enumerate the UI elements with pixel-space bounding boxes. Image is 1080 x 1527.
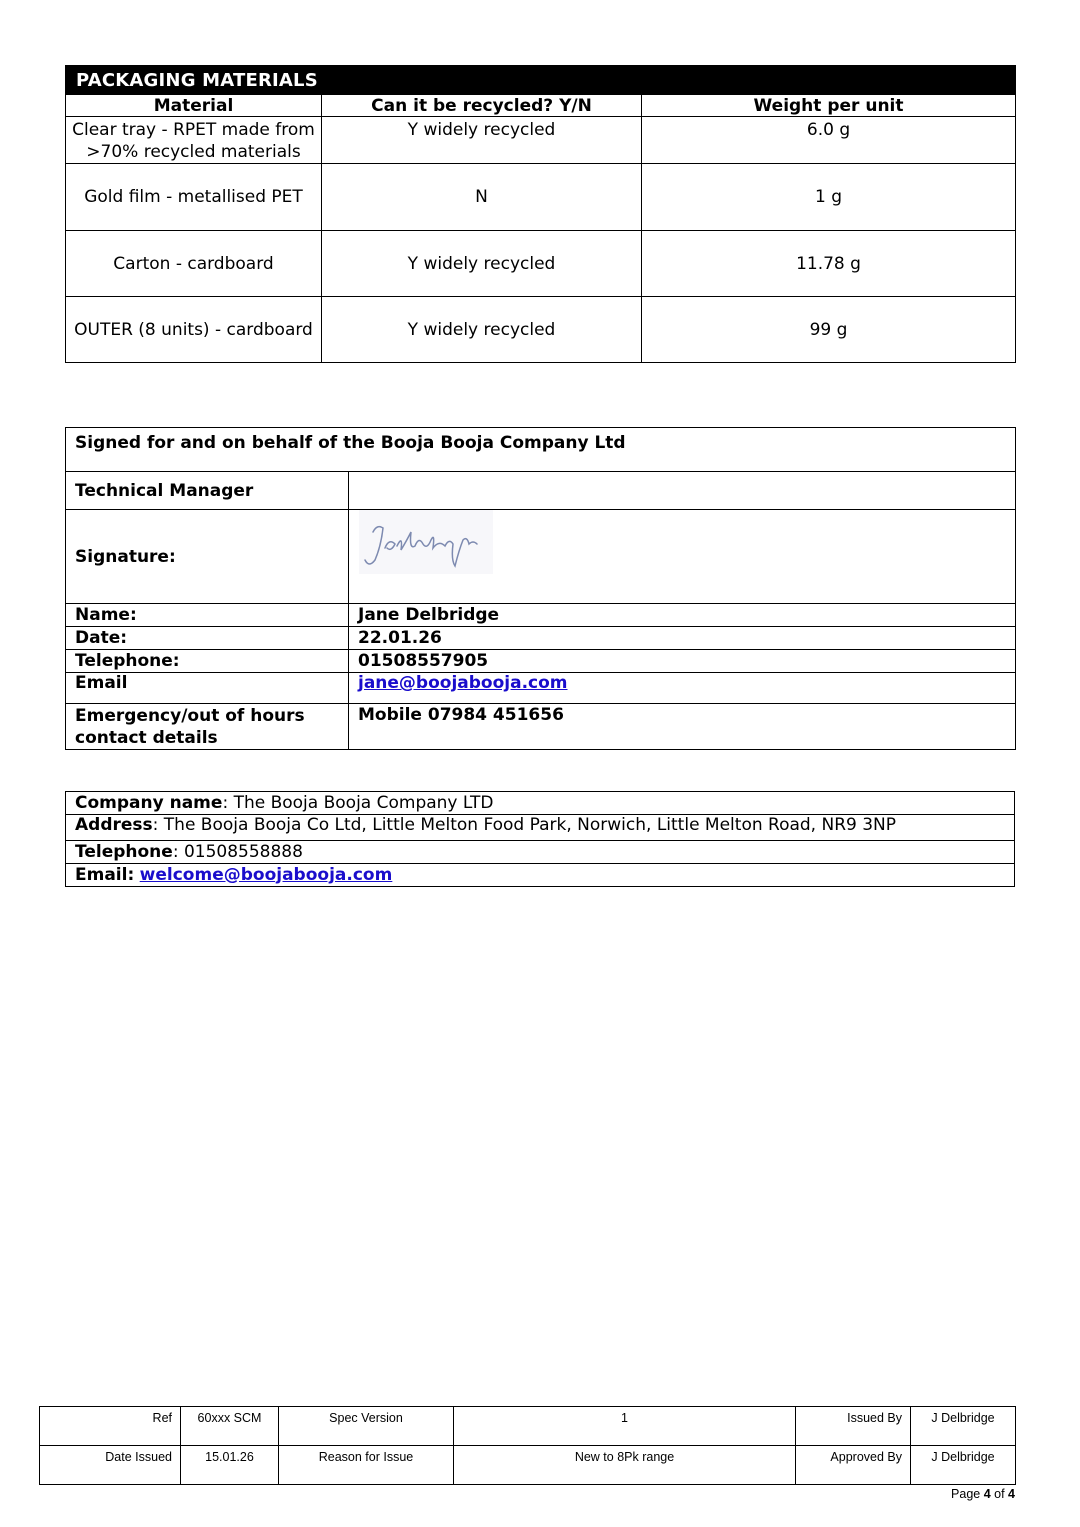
company-telephone-label: Telephone (75, 841, 173, 862)
telephone-label: Telephone: (66, 650, 349, 673)
recyclable-cell: N (322, 164, 642, 231)
table-row (66, 297, 1016, 363)
spec-version-label: Spec Version (279, 1407, 454, 1446)
document-control-footer (39, 1406, 1016, 1485)
role-label: Technical Manager (66, 472, 349, 510)
header-weight: Weight per unit (642, 95, 1016, 117)
material-line-2: >70% recycled materials (86, 142, 301, 162)
signoff-table (65, 427, 1016, 750)
weight-cell: 6.0 g (642, 117, 1016, 164)
email-label: Email (66, 673, 349, 704)
spec-version-value: 1 (454, 1407, 796, 1446)
signature-label: Signature: (66, 510, 349, 604)
recyclable-cell: Y widely recycled (322, 117, 642, 164)
email-link[interactable]: jane@boojabooja.com (358, 673, 568, 693)
signature-cell (349, 510, 1016, 604)
header-material: Material (66, 95, 322, 117)
company-name-value: : The Booja Booja Company LTD (222, 792, 494, 813)
packaging-title: PACKAGING MATERIALS (66, 66, 1016, 95)
recyclable-cell: Y widely recycled (322, 231, 642, 297)
date-value: 22.01.26 (349, 627, 1016, 650)
date-issued-value: 15.01.26 (181, 1446, 279, 1485)
emergency-label-line-1: Emergency/out of hours (75, 706, 305, 726)
company-details-table (65, 791, 1015, 887)
company-email-row (66, 864, 1015, 887)
material-cell: Carton - cardboard (66, 231, 322, 297)
emergency-value: Mobile 07984 451656 (349, 704, 1016, 750)
address-row (66, 815, 1015, 841)
material-cell (66, 117, 322, 164)
page-prefix: Page (951, 1487, 984, 1501)
ref-label: Ref (40, 1407, 181, 1446)
recyclable-cell: Y widely recycled (322, 297, 642, 363)
role-value (349, 472, 1016, 510)
packaging-materials-table (65, 65, 1016, 363)
date-issued-label: Date Issued (40, 1446, 181, 1485)
company-name-row (66, 792, 1015, 815)
page-number (951, 1487, 1015, 1501)
header-recyclable: Can it be recycled? Y/N (322, 95, 642, 117)
table-row (66, 164, 1016, 231)
table-row (66, 117, 1016, 164)
weight-cell: 1 g (642, 164, 1016, 231)
company-telephone-row (66, 841, 1015, 864)
email-cell (349, 673, 1016, 704)
name-value: Jane Delbridge (349, 604, 1016, 627)
name-label: Name: (66, 604, 349, 627)
address-value: : The Booja Booja Co Ltd, Little Melton Food Park, Norwich, Little Melton Road, NR9 3NP (152, 815, 897, 835)
ref-value: 60xxx SCM (181, 1407, 279, 1446)
material-cell: OUTER (8 units) - cardboard (66, 297, 322, 363)
reason-value: New to 8Pk range (454, 1446, 796, 1485)
page-total: 4 (1008, 1487, 1015, 1501)
approved-by-value: J Delbridge (911, 1446, 1016, 1485)
signoff-heading: Signed for and on behalf of the Booja Booja Company Ltd (66, 428, 1016, 472)
reason-label: Reason for Issue (279, 1446, 454, 1485)
issued-by-value: J Delbridge (911, 1407, 1016, 1446)
signature-image (359, 510, 493, 574)
address-label: Address (75, 815, 153, 835)
material-line-1: Clear tray - RPET made from (72, 120, 315, 140)
page-current: 4 (983, 1487, 991, 1501)
material-cell: Gold film - metallised PET (66, 164, 322, 231)
date-label: Date: (66, 627, 349, 650)
weight-cell: 11.78 g (642, 231, 1016, 297)
company-email-label: Email: (75, 864, 135, 885)
emergency-label (66, 704, 349, 750)
issued-by-label: Issued By (796, 1407, 911, 1446)
company-telephone-value: : 01508558888 (172, 841, 303, 862)
telephone-value: 01508557905 (349, 650, 1016, 673)
emergency-label-line-2: contact details (75, 728, 218, 748)
company-name-label: Company name (75, 792, 223, 813)
table-row (66, 231, 1016, 297)
page-of: of (990, 1487, 1009, 1501)
company-email-link[interactable]: welcome@boojabooja.com (139, 864, 393, 885)
approved-by-label: Approved By (796, 1446, 911, 1485)
weight-cell: 99 g (642, 297, 1016, 363)
